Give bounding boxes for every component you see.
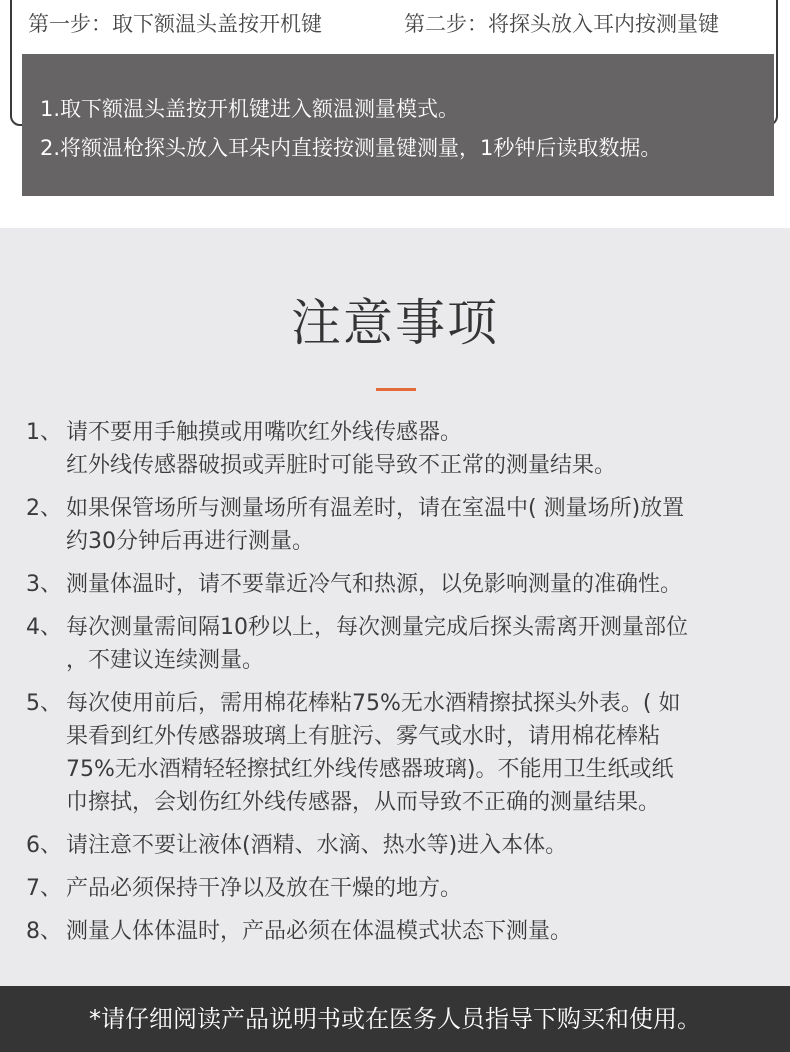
note-number: 7、	[26, 876, 62, 901]
note-line: 每次测量需间隔10秒以上，每次测量完成后探头需离开测量部位	[66, 615, 688, 640]
note-number: 2、	[26, 496, 62, 521]
note-item	[26, 687, 776, 819]
note-text	[66, 687, 776, 819]
instructions-box	[22, 54, 774, 196]
note-item	[26, 492, 776, 558]
note-item	[26, 829, 776, 862]
note-item	[26, 611, 776, 677]
note-line: 每次使用前后，需用棉花棒粘75%无水酒精擦拭探头外表。( 如	[66, 691, 681, 716]
note-item	[26, 568, 776, 601]
note-text	[66, 492, 776, 558]
note-line: 约30分钟后再进行测量。	[66, 529, 314, 554]
note-line: 请注意不要让液体(酒精、水滴、热水等)进入本体。	[66, 833, 568, 858]
usage-section	[0, 0, 790, 228]
note-number: 1、	[26, 420, 62, 445]
note-line: ，不建议连续测量。	[66, 648, 265, 673]
note-number: 8、	[26, 919, 62, 944]
note-line: 红外线传感器破损或弄脏时可能导致不正常的测量结果。	[66, 453, 617, 478]
note-number: 4、	[26, 615, 62, 640]
instruction-line: 2.将额温枪探头放入耳朵内直接按测量键测量，1秒钟后读取数据。	[40, 136, 662, 160]
note-line: 巾擦拭，会划伤红外线传感器，从而导致不正确的测量结果。	[66, 790, 661, 815]
note-number: 5、	[26, 691, 62, 716]
instruction-line: 1.取下额温头盖按开机键进入额温测量模式。	[40, 97, 460, 121]
note-text	[66, 872, 776, 905]
note-line: 测量人体体温时，产品必须在体温模式状态下测量。	[66, 919, 573, 944]
note-line: 果看到红外传感器玻璃上有脏污、雾气或水时，请用棉花棒粘	[66, 724, 661, 749]
note-item	[26, 915, 776, 948]
step-one-label: 第一步：取下额温头盖按开机键	[28, 12, 322, 36]
notes-section	[0, 228, 790, 986]
footer-disclaimer: *请仔细阅读产品说明书或在医务人员指导下购买和使用。	[0, 986, 790, 1052]
note-item	[26, 416, 776, 482]
note-number: 6、	[26, 833, 62, 858]
note-number: 3、	[26, 572, 62, 597]
note-line: 请不要用手触摸或用嘴吹红外线传感器。	[66, 420, 463, 445]
note-line: 如果保管场所与测量场所有温差时，请在室温中( 测量场所)放置	[66, 496, 685, 521]
notes-title: 注意事项	[291, 294, 499, 352]
note-text	[66, 611, 776, 677]
notes-list	[26, 416, 776, 958]
note-line: 75%无水酒精轻轻擦拭红外线传感器玻璃)。不能用卫生纸或纸	[66, 757, 674, 782]
note-line: 产品必须保持干净以及放在干燥的地方。	[66, 876, 463, 901]
note-text	[66, 829, 776, 862]
note-text	[66, 915, 776, 948]
note-item	[26, 872, 776, 905]
title-accent-divider	[376, 388, 416, 391]
note-text	[66, 416, 776, 482]
steps-row	[24, 8, 774, 38]
note-line: 测量体温时，请不要靠近冷气和热源，以免影响测量的准确性。	[66, 572, 683, 597]
step-two-label: 第二步：将探头放入耳内按测量键	[404, 12, 719, 36]
note-text	[66, 568, 776, 601]
